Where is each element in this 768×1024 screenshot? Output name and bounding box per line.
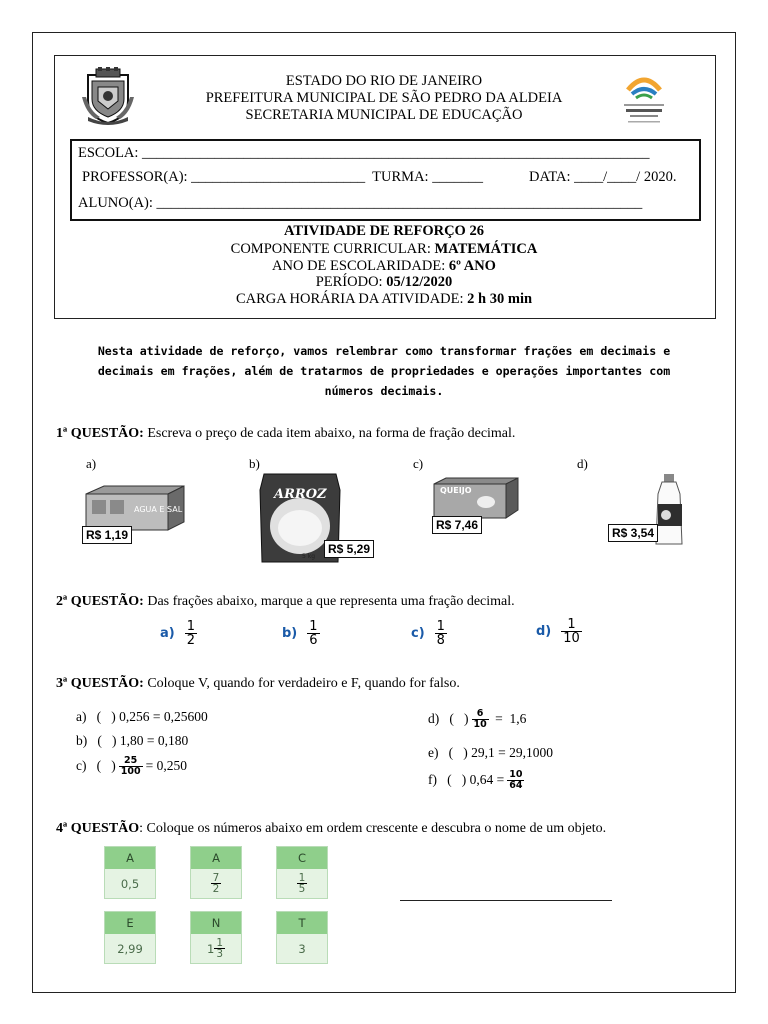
q3-f-fraction: $\frac{10}{64}$ — [509, 769, 523, 791]
q2-option-letter: b) — [282, 626, 298, 641]
q3-c-prefix: c) ( ) — [76, 758, 116, 773]
q4-card-value: 3 — [277, 934, 327, 963]
cracker-box-image — [82, 484, 187, 544]
rice-bag-image — [256, 470, 376, 566]
cheese-box-icon — [432, 476, 520, 520]
rice-bag-weight: 5 kg — [302, 553, 316, 560]
activity-title: ATIVIDADE DE REFORÇO 26 — [284, 223, 484, 239]
periodo: PERÍODO: 05/12/2020 — [315, 274, 453, 290]
q4-card — [276, 846, 328, 899]
q4-card — [276, 911, 328, 964]
milk-bottle-image — [608, 474, 698, 548]
q2-fraction: $\frac{1}{6}$ — [309, 619, 318, 648]
q4-card-letter: T — [277, 912, 327, 934]
price-tag-b: R$ 5,29 — [324, 540, 374, 558]
q2-fraction: $\frac{1}{2}$ — [186, 619, 195, 648]
q4-card — [190, 911, 242, 964]
q2-option-b[interactable] — [282, 620, 320, 647]
professor-turma-field[interactable]: PROFESSOR(A): ________________________ TURMA: _______ — [82, 169, 483, 185]
q1-letter-a: a) — [86, 456, 97, 471]
cheese-box-image — [432, 476, 522, 536]
q4-card-value: 1 $\frac{1}{3}$ — [191, 934, 241, 963]
q3-d-suffix: = 1,6 — [491, 711, 527, 726]
intro-line: Nesta atividade de reforço, vamos relembrar como transformar frações em decimais e — [97, 344, 671, 358]
q4-card-value: 2,99 — [105, 934, 155, 963]
question-3: 3ª QUESTÃO: Coloque V, quando for verdadeiro e F, quando for falso. — [56, 676, 460, 691]
cracker-box-icon — [82, 484, 187, 532]
carga-horaria: CARGA HORÁRIA DA ATIVIDADE: 2 h 30 min — [235, 291, 533, 307]
q1-letter-c: c) — [413, 456, 424, 471]
rice-bag-label: ARROZ — [274, 487, 327, 502]
q3-item-d[interactable] — [428, 709, 526, 729]
intro-line: decimais em frações, além de tratarmos de propriedades e operações importantes com — [97, 364, 671, 378]
q4-card-letter: A — [191, 847, 241, 869]
cheese-box-label: QUEIJO — [440, 486, 472, 495]
header-prefeitura: PREFEITURA MUNICIPAL DE SÃO PEDRO DA ALDEIA — [205, 90, 563, 106]
aluno-field[interactable]: ALUNO(A): ___________________________________________________________________ — [78, 195, 643, 211]
q4-card-value: 0,5 — [105, 869, 155, 898]
q2-option-a[interactable] — [160, 620, 197, 647]
q2-fraction: $\frac{1}{10}$ — [563, 617, 580, 646]
q3-d-fraction: $\frac{6}{10}$ — [473, 708, 487, 730]
price-tag-c: R$ 7,46 — [432, 516, 482, 534]
q4-card — [104, 911, 156, 964]
date-field[interactable]: DATA: ____/____/ 2020. — [529, 169, 677, 185]
q3-c-suffix: = 0,250 — [145, 758, 187, 773]
header-state: ESTADO DO RIO DE JANEIRO — [285, 73, 483, 89]
price-tag-a: R$ 1,19 — [82, 526, 132, 544]
q3-item-a[interactable]: a) ( ) 0,256 = 0,25600 — [76, 709, 208, 724]
price-tag-d: R$ 3,54 — [608, 524, 658, 542]
q4-answer-line[interactable] — [400, 900, 612, 901]
intro-paragraph — [70, 341, 698, 401]
ano-escolaridade: ANO DE ESCOLARIDADE: 6º ANO — [272, 258, 496, 274]
q4-card — [104, 846, 156, 899]
q4-card — [190, 846, 242, 899]
question-2: 2ª QUESTÃO: Das frações abaixo, marque a que representa uma fração decimal. — [56, 594, 515, 609]
q3-item-b[interactable]: b) ( ) 1,80 = 0,180 — [76, 733, 189, 748]
q3-c-fraction: $\frac{25}{100}$ — [120, 755, 141, 777]
q2-option-letter: a) — [160, 626, 175, 641]
componente-curricular: COMPONENTE CURRICULAR: MATEMÁTICA — [230, 241, 538, 257]
q1-letter-d: d) — [577, 456, 588, 471]
q3-item-c[interactable] — [76, 756, 187, 776]
q2-fraction: $\frac{1}{8}$ — [436, 619, 445, 648]
q4-card-value: $\frac{1}{5}$ — [277, 869, 327, 898]
q2-option-letter: d) — [536, 624, 552, 639]
question-1: 1ª QUESTÃO: Escreva o preço de cada item abaixo, na forma de fração decimal. — [56, 426, 516, 441]
cracker-box-label: AGUA E SAL — [134, 505, 183, 514]
question-4: 4ª QUESTÃO: Coloque os números abaixo em ordem crescente e descubra o nome de um objeto. — [56, 821, 607, 836]
q4-card-letter: E — [105, 912, 155, 934]
q3-d-prefix: d) ( ) — [428, 711, 469, 726]
q4-card-letter: A — [105, 847, 155, 869]
q2-option-d[interactable] — [536, 618, 582, 645]
q3-item-e[interactable]: e) ( ) 29,1 = 29,1000 — [428, 745, 553, 760]
q2-option-c[interactable] — [411, 620, 447, 647]
intro-line: números decimais. — [324, 384, 444, 398]
q4-card-letter: C — [277, 847, 327, 869]
header-secretaria: SECRETARIA MUNICIPAL DE EDUCAÇÃO — [245, 107, 523, 123]
q3-f-prefix: f) ( ) 0,64 = — [428, 772, 505, 787]
escola-field[interactable]: ESCOLA: ______________________________________________________________________ — [78, 145, 650, 161]
q1-letter-b: b) — [249, 456, 260, 471]
q4-card-value: $\frac{7}{2}$ — [191, 869, 241, 898]
q4-card-letter: N — [191, 912, 241, 934]
q3-item-f[interactable] — [428, 770, 527, 790]
q2-option-letter: c) — [411, 626, 425, 641]
